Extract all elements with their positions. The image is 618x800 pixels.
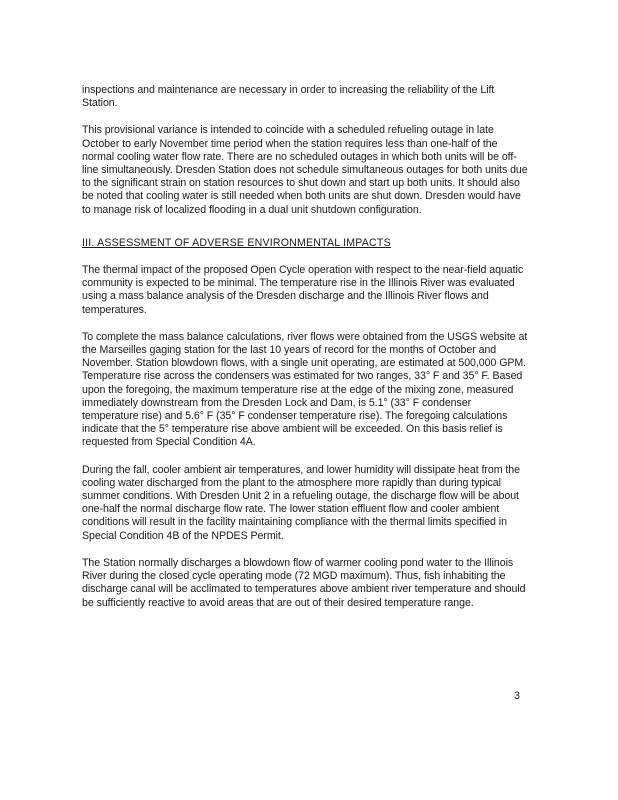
paragraph-gap — [82, 250, 530, 264]
document-body — [82, 84, 530, 610]
page-number: 3 — [514, 690, 520, 702]
section-gap — [82, 217, 530, 237]
paragraph-gap — [82, 317, 530, 331]
paragraph-gap — [82, 543, 530, 557]
paragraph-thermal-impact: The thermal impact of the proposed Open Cycle operation with respect to the near-field aquatic community is expected to be minimal. The temperature rise in the Illinois River was evaluated using a mass balance analysis of the Dresden discharge and the Illinois River flows and temperatures. — [82, 264, 524, 316]
paragraph-fall-conditions: During the fall, cooler ambient air temperatures, and lower humidity will dissipate heat from the cooling water discharged from the plant to the atmosphere more rapidly than during typical summer conditions. With Dresden Unit 2 in a refueling outage, the discharge flow will be about one-half the normal discharge flow rate. The lower station effluent flow and cooler ambient conditions will result in the facility maintaining compliance with the thermal limits specified in Special Condition 4B of the NPDES Permit. — [82, 463, 520, 542]
paragraph-mass-balance: To complete the mass balance calculations, river flows were obtained from the USGS website at the Marseilles gaging station for the last 10 years of record for the months of October and November. Station blowdown flows, with a single unit operating, are estimated at 500,000 GPM. Temperature rise across the condensers was estimated for two ranges, 33° F and 35° F. Based upon the foregoing, the maximum temperature rise at the edge of the mixing zone, measured immediately downstream from the Dresden Lock and Dam, is 5.1° (33° F condenser temperature rise) and 5.6° F (35° F condenser temperature rise). The foregoing calculations indicate that the 5° temperature rise above ambient will be exceeded. On this basis relief is requested from Special Condition 4A. — [82, 330, 528, 449]
section-heading: III. ASSESSMENT OF ADVERSE ENVIRONMENTAL IMPACTS — [82, 236, 391, 249]
paragraph-gap — [82, 450, 530, 464]
paragraph-provisional-variance: This provisional variance is intended to coincide with a scheduled refueling outage in late October to early November time period when the station requires less than one-half of the normal cooling water flow rate. There are no scheduled outages in which both units will be off-line simultaneously. Dresden Station does not schedule simultaneous outages for both units due to the significant strain on station resources to shut down and start up both units. It should also be noted that cooling water is still needed when both units are shut down. Dresden would have to manage risk of localized flooding in a dual unit shutdown configuration. — [82, 124, 528, 216]
paragraph-blowdown-flow: The Station normally discharges a blowdown flow of warmer cooling pond water to the Illinois River during the closed cycle operating mode (72 MGD maximum). Thus, fish inhabiting the discharge canal will be acclimated to temperatures above ambient river temperature and should be sufficiently reactive to avoid areas that are out of their desired temperature range. — [82, 556, 526, 609]
paragraph-gap — [82, 110, 530, 124]
paragraph-lift-station: inspections and maintenance are necessary in order to increasing the reliability of the Lift Station. — [82, 84, 495, 110]
